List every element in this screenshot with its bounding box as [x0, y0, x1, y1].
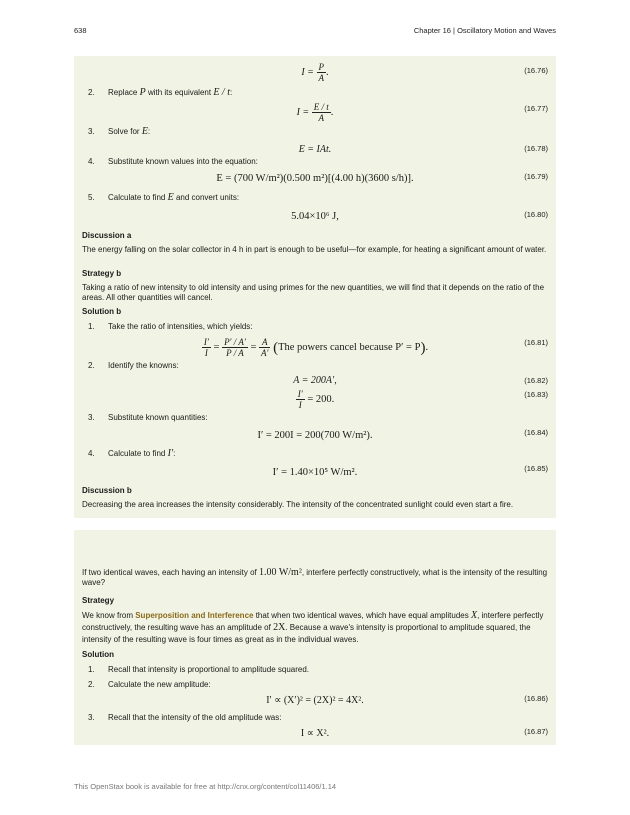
solution-step-1: 1. Recall that intensity is proportional to amplitude squared.: [88, 665, 309, 674]
strategy-b-heading: Strategy b: [82, 269, 122, 278]
equation-number: (16.77): [524, 104, 548, 113]
strategy-b-text: Taking a ratio of new intensity to old intensity and using primes for the new quantities, we will find that it depends on the ratio of the areas. All other quantities will cancel.: [82, 283, 545, 302]
discussion-a-text: The energy falling on the solar collector in 4 h in part is enough to be useful—for example, for heating a significant amount of water.: [82, 245, 547, 254]
solution-b-step-3: 3. Substitute known quantities:: [88, 413, 208, 422]
equation-number: (16.79): [524, 172, 548, 181]
equation-16-82: A = 200A′,: [293, 375, 337, 386]
step-4: 4. Substitute known values into the equation:: [88, 157, 258, 166]
step-3: 3. Solve for E:: [88, 126, 151, 137]
solution-b-step-2: 2. Identify the knowns:: [88, 361, 179, 370]
equation-number: (16.84): [524, 428, 548, 437]
worked-solution-panel: [74, 56, 556, 518]
equation-16-81: $\frac{I'}{I}$ = $\frac{P' / A'}{P / A}$ = $\frac{A}{A'}$ (The powers cancel because P′ = P).: [203, 337, 429, 358]
strategy-heading: Strategy: [82, 596, 115, 605]
equation-16-86: I′ ∝ (X′)² = (2X)² = 4X².: [266, 695, 364, 706]
equation-16-83: $\frac{I'}{I}$ = 200.: [297, 389, 335, 410]
equation-16-80: 5.04×10⁶ J,: [291, 211, 339, 222]
solution-b-step-1: 1. Take the ratio of intensities, which yields:: [88, 322, 253, 331]
step-2: 2. Replace P with its equivalent E / t:: [88, 87, 233, 98]
equation-number: (16.85): [524, 464, 548, 473]
discussion-b-heading: Discussion b: [82, 486, 132, 495]
chapter-header: Chapter 16 | Oscillatory Motion and Waves: [413, 26, 556, 35]
equation-16-85: I′ = 1.40×10⁵ W/m².: [272, 467, 358, 478]
solution-heading: Solution: [82, 650, 114, 659]
equation-16-87: I ∝ X².: [300, 728, 330, 739]
solution-step-3: 3. Recall that the intensity of the old amplitude was:: [88, 713, 282, 722]
step-5: 5. Calculate to find E and convert units:: [88, 192, 240, 203]
equation-number: (16.76): [524, 66, 548, 75]
equation-16-77: I = $\frac{E / t}{A}$ .: [296, 102, 334, 123]
equation-number: (16.83): [524, 390, 548, 399]
equation-16-78: E = IAt.: [298, 144, 332, 155]
solution-b-step-4: 4. Calculate to find I′:: [88, 448, 176, 459]
equation-number: (16.80): [524, 210, 548, 219]
equation-16-84: I′ = 200I = 200(700 W/m²).: [257, 430, 373, 441]
example-panel: [74, 530, 556, 745]
equation-number: (16.81): [524, 338, 548, 347]
example-question: If two identical waves, each having an intensity of 1.00 W/m², interfere perfectly constructively, what is the intensity of the resulting wave?: [82, 567, 548, 587]
solution-b-heading: Solution b: [82, 307, 122, 316]
discussion-a-heading: Discussion a: [82, 231, 132, 240]
equation-16-76: I = $\frac{P}{A}$ .: [301, 62, 329, 83]
page-number: 638: [74, 26, 87, 35]
equation-number: (16.87): [524, 727, 548, 736]
discussion-b-text: Decreasing the area increases the intensity considerably. The intensity of the concentrated sunlight could even start a fire.: [82, 500, 514, 509]
equation-number: (16.86): [524, 694, 548, 703]
strategy-text: We know from Superposition and Interference that when two identical waves, which have equal amplitudes X, interfere perfectly constructively, the resulting wave has an amplitude of 2X. Because a wave's intensity is proportional to amplitude squared, the intensity of the resulting wave is four times as great as in the individual waves.: [82, 610, 544, 644]
equation-number: (16.78): [524, 144, 548, 153]
superposition-link[interactable]: Superposition and Interference: [135, 611, 254, 620]
solution-step-2: 2. Calculate the new amplitude:: [88, 680, 211, 689]
equation-16-79: E = (700 W/m²)(0.500 m²)[(4.00 h)(3600 s/h)].: [216, 173, 414, 184]
footer-attribution: This OpenStax book is available for free at http://cnx.org/content/col11406/1.14: [74, 782, 337, 791]
equation-number: (16.82): [524, 376, 548, 385]
